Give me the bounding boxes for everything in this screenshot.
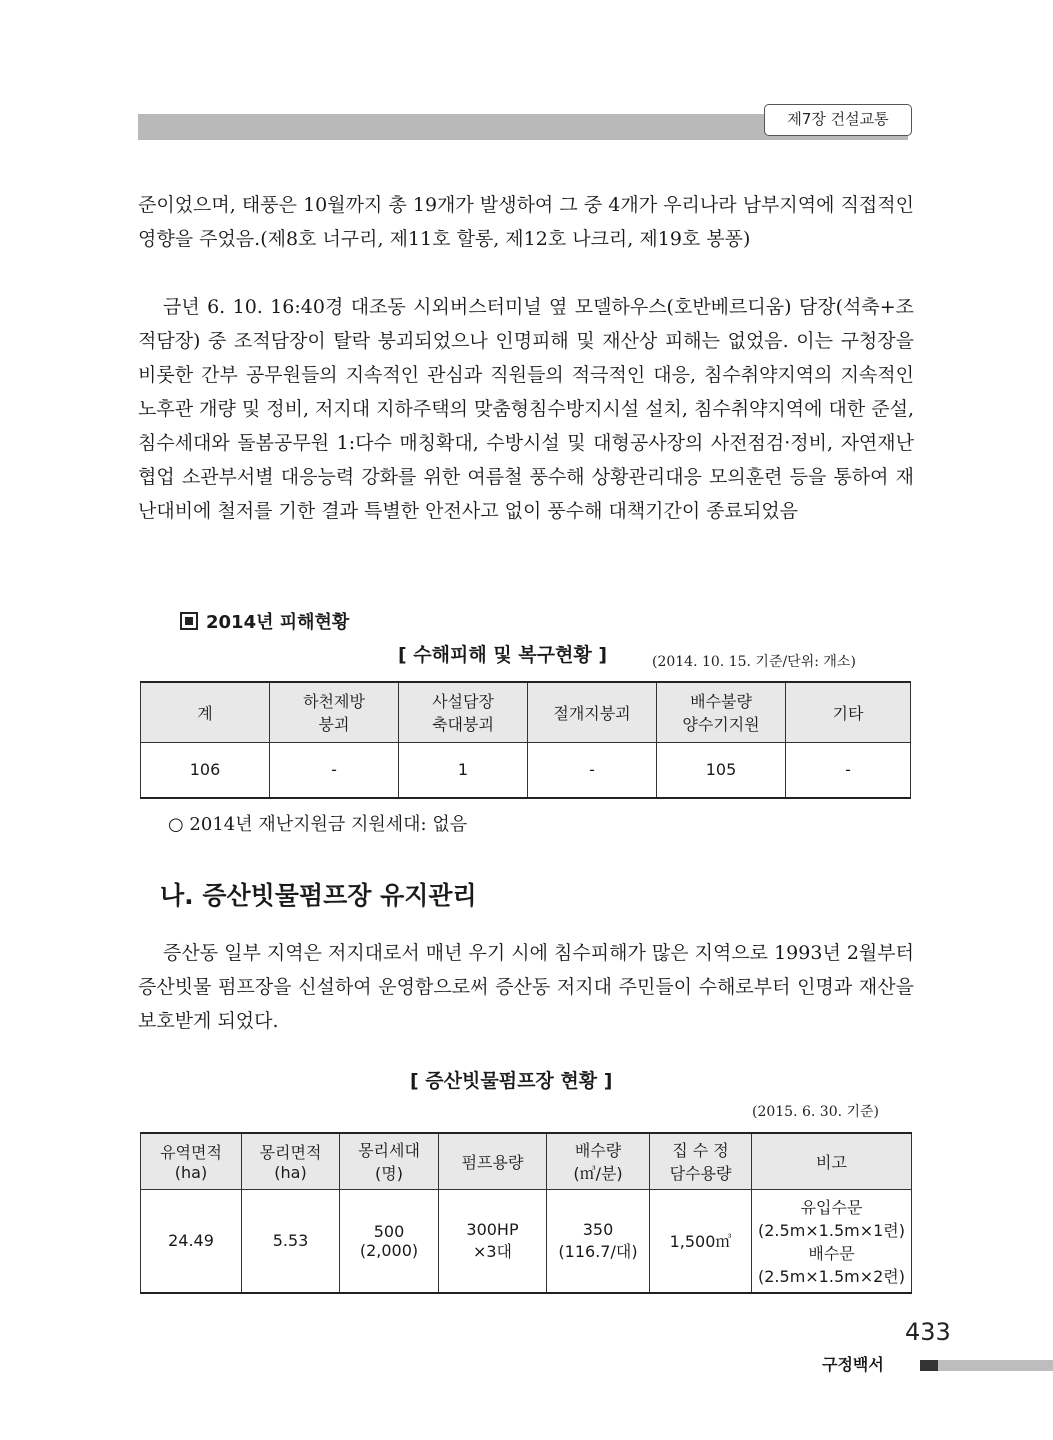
data-cell: - [270, 742, 399, 798]
header-cell: 비고 [752, 1133, 912, 1189]
data-cell: 500 (2,000) [340, 1189, 439, 1293]
paragraph-pump-station: 증산동 일부 지역은 저지대로서 매년 우기 시에 침수피해가 많은 지역으로 1993년 2월부터 증산빗물 펌프장을 신설하여 운영함으로써 증산동 저지대 주민들이 수해로부터 인명과 재산을 보호받게 되었다. [138, 942, 914, 1032]
header-cell: 배수불량 양수기지원 [657, 682, 786, 742]
support-line: ○ 2014년 재난지원금 지원세대: 없음 [168, 814, 468, 835]
footer-marker [920, 1360, 938, 1371]
paragraph-typhoon: 준이었으며, 태풍은 10월까지 총 19개가 발생하여 그 중 4개가 우리나라 남부지역에 직접적인 영향을 주었음.(제8호 너구리, 제11호 할롱, 제12호 나크리, 제19호 봉퐁) [138, 194, 914, 250]
data-cell: 1 [399, 742, 528, 798]
header-cell: 펌프용량 [439, 1133, 547, 1189]
data-cell: 300HP ×3대 [439, 1189, 547, 1293]
section-title: 나. 증산빗물펌프장 유지관리 [160, 881, 477, 910]
data-cell: 106 [141, 742, 270, 798]
data-cell: 5.53 [242, 1189, 340, 1293]
book-title: 구정백서 [822, 1355, 884, 1374]
header-cell: 몽리세대 (명) [340, 1133, 439, 1189]
header-cell: 사설담장 축대붕괴 [399, 682, 528, 742]
damage-table [140, 681, 911, 799]
pump-table [140, 1132, 912, 1294]
header-cell: 배수량 (㎥/분) [547, 1133, 650, 1189]
data-cell: 유입수문 (2.5m×1.5m×1련) 배수문 (2.5m×1.5m×2련) [752, 1189, 912, 1293]
footer-bar [938, 1360, 1053, 1371]
header-cell: 집 수 정 담수용량 [650, 1133, 752, 1189]
header-cell: 하천제방 붕괴 [270, 682, 399, 742]
chapter-tag: 제7장 건설교통 [764, 104, 912, 136]
damage-table-caption: [ 수해피해 및 복구현황 ] [398, 644, 608, 666]
data-cell: - [528, 742, 657, 798]
paragraph-wall-collapse: 금년 6. 10. 16:40경 대조동 시외버스터미널 옆 모델하우스(호반베르디움) 담장(석축+조적담장) 중 조적담장이 탈락 붕괴되었으나 인명피해 및 재산상 피해는 없었음. 이는 구청장을 비롯한 간부 공무원들의 지속적인 관심과 직원들의 적극적인 대응, 침수취약지역의 지속적인 노후관 개량 및 정비, 저지대 지하주택의 맞춤형침수방지시설 설치, 침수취약지역에 대한 준설, 침수세대와 돌봄공무원 1:다수 매칭확대, 수방시설 및 대형공사장의 사전점검·정비, 자연재난 협업 소관부서별 대응능력 강화를 위한 여름철 풍수해 상황관리대응 모의훈련 등을 통하여 재난대비에 철저를 기한 결과 특별한 안전사고 없이 풍수해 대책기간이 종료되었음 [138, 296, 914, 522]
header-cell: 몽리면적 (ha) [242, 1133, 340, 1189]
damage-subheading: 2014년 피해현황 [180, 608, 349, 634]
data-cell: - [786, 742, 911, 798]
data-cell: 1,500㎥ [650, 1189, 752, 1293]
header-cell: 계 [141, 682, 270, 742]
header-cell: 기타 [786, 682, 911, 742]
data-cell: 24.49 [141, 1189, 242, 1293]
data-cell: 105 [657, 742, 786, 798]
header-cell: 절개지붕괴 [528, 682, 657, 742]
damage-table-note: (2014. 10. 15. 기준/단위: 개소) [652, 654, 856, 670]
square-bullet-icon [180, 612, 198, 630]
header-cell: 유역면적 (ha) [141, 1133, 242, 1189]
page-number: 433 [905, 1318, 951, 1346]
data-cell: 350 (116.7/대) [547, 1189, 650, 1293]
pump-table-caption: [ 증산빗물펌프장 현황 ] [410, 1070, 613, 1092]
pump-table-note: (2015. 6. 30. 기준) [752, 1104, 880, 1120]
